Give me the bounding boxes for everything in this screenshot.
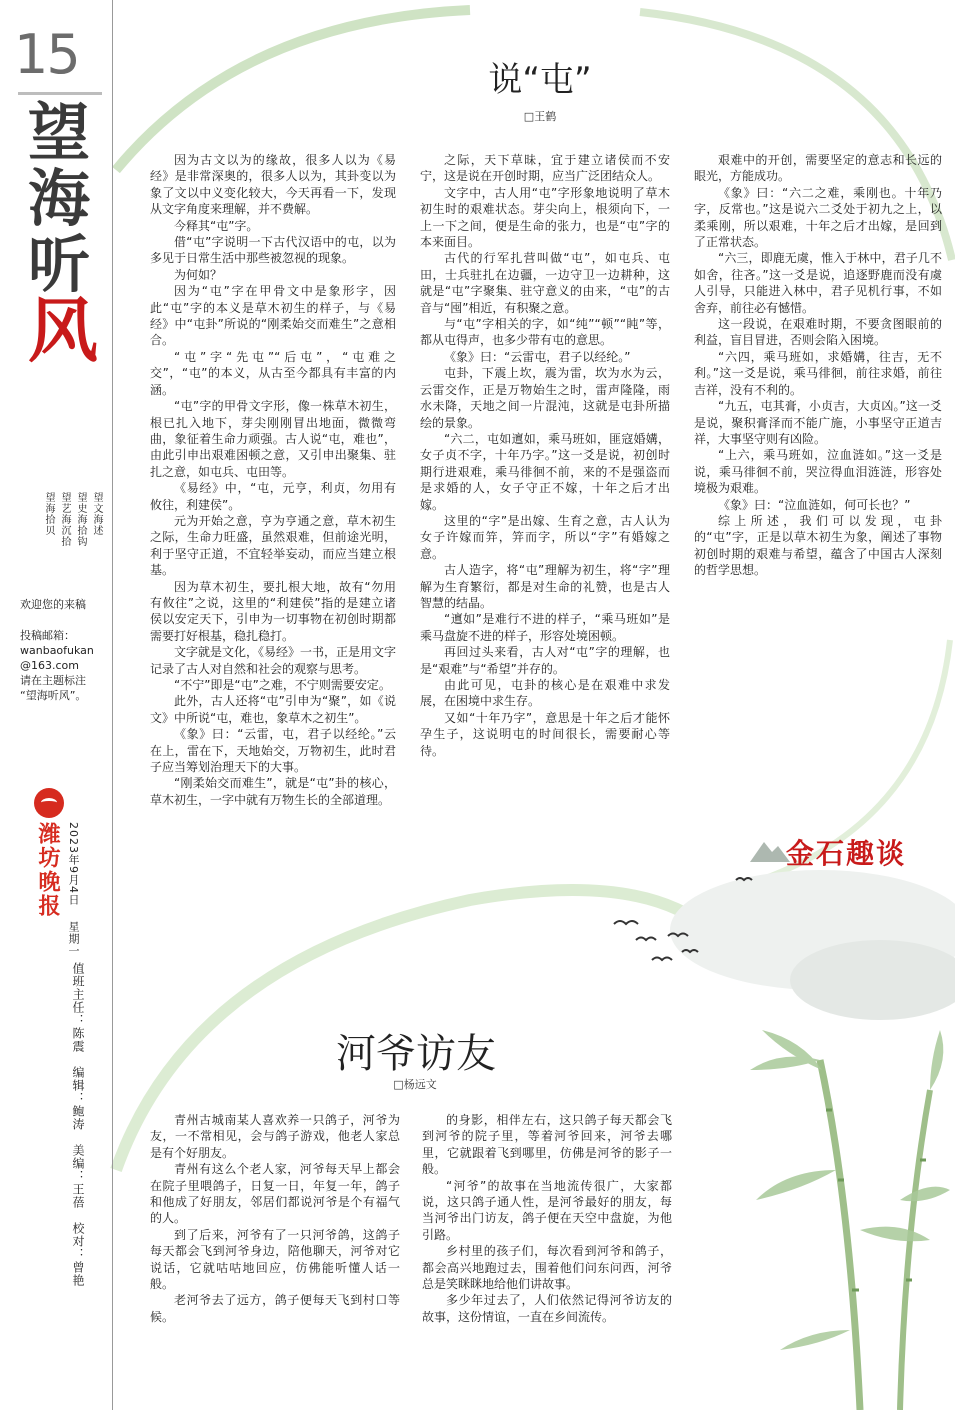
paragraph: 艰难中的开创，需要坚定的意志和长远的眼光，方能成功。: [694, 153, 942, 184]
section-label: 金石趣谈: [786, 837, 907, 870]
paragraph: 因为古文以为的缘故，很多人以为《易经》是非常深奥的，很多人以为，其卦变以为象了文以中义变化较大，今天再看一下，发现从文字角度来理解，并不费解。: [150, 153, 396, 217]
newspaper-name: 潍坊晚报: [35, 822, 60, 918]
sidebar-divider: [112, 0, 113, 1410]
paragraph: 老河爷去了远方，鸽子便每天飞到村口等候。: [150, 1293, 400, 1324]
paragraph: “六四，乘马班如，求婚媾，往吉，无不利。”这一爻是说，乘马徘徊，前往求婚，前往吉祥，没有不利的。: [694, 349, 942, 397]
contact-note: 请在主题标注: [20, 674, 86, 687]
paragraph: 为何如？: [174, 267, 223, 282]
paragraph: 文字就是文化，《易经》一书，正是用文字记录了古人对自然和社会的观察与思考。: [150, 645, 396, 676]
paragraph: 青州有这么个老人家，河爷每天早上都会在院子里喂鸽子，日复一日，年复一年，鸽子和他成了好朋友，邻居们都说河爷是个有福气的人。: [150, 1162, 400, 1226]
article-2-author: □杨远文: [393, 1078, 437, 1091]
paragraph: 《象》曰：“云雷屯，君子以经纶。”: [444, 349, 631, 364]
subcolumn-list: [36, 492, 108, 592]
paragraph: 此外，古人还将“屯”引申为“聚”，如《说文》中所说“屯，难也，象草木之初生”。: [150, 694, 396, 725]
paragraph: 元为开始之意，亨为亨通之意，草木初生之际，生命力旺盛，虽然艰难，但前途光明，利于坚守正道，不宜轻举妄动，而应当建立根基。: [150, 513, 396, 578]
paragraph: 由此可见，屯卦的核心是在艰难中求发展，在困境中求生存。: [420, 678, 670, 709]
article-1-column-3: [694, 152, 942, 842]
article-2-column-2: [422, 1112, 672, 1366]
bamboo-illustration: [820, 1060, 930, 1410]
subcolumn-name: 望史海拾钩: [75, 492, 86, 547]
ink-mist: [670, 870, 955, 990]
paragraph: “河爷”的故事在当地流传很广，大家都说，这只鸽子通人性，是河爷最好的朋友，每当河爷出门访友，鸽子便在天空中盘旋，为他引路。: [422, 1178, 672, 1242]
paragraph: “上六，乘马班如，泣血涟如。”这一爻是说，乘马徘徊不前，哭泣得血泪涟涟，形容处境极为艰难。: [694, 448, 942, 496]
paragraph: 又如“十年乃字”，意思是十年之后才能怀孕生子，这说明屯的时间很长，需要耐心等待。: [420, 710, 670, 758]
issue-date: 2023年9月4日: [67, 822, 80, 906]
paragraph: 因为草木初生，要扎根大地，故有“勿用有攸往”之说，这里的“利建侯”指的是建立诸侯以安定天下，引申为一切事物在初创时期都需要打好根基，稳扎稳打。: [150, 579, 396, 643]
paragraph: “不宁”即是“屯”之难，不宁则需要安定。: [174, 678, 391, 692]
ink-mist-2: [790, 940, 955, 1020]
paragraph: 这里的“字”是出嫁、生育之意，古人认为女子许嫁而笄，笄而字，所以“字”有婚嫁之意。: [420, 513, 670, 561]
article-1-title: 说“屯”: [488, 60, 592, 100]
green-arc-top: [116, 10, 470, 170]
paragraph: “九五，屯其膏，小贞吉，大贞凶。”这一爻是说，聚积膏泽而不能广施，小事坚守正道吉祥，大事坚守则有凶险。: [694, 399, 942, 446]
column-title: [28, 96, 108, 372]
contact-label: 投稿邮箱：: [20, 629, 75, 642]
paragraph: 青州古城南某人喜欢养一只鸽子，河爷为友，一不常相见，会与鸽子游戏，他老人家总是有个好朋友。: [150, 1113, 400, 1160]
subcolumn-name: 望艺海沉拾: [59, 492, 70, 547]
column-title-char: 听: [28, 228, 91, 301]
paragraph: 屯卦，下震上坎，震为雷，坎为水为云，云雷交作，正是万物始生之时，雷声隆隆，雨水未降，天地之间一片混沌，这就是屯卦所描绘的景象。: [420, 366, 670, 430]
welcome-text: 欢迎您的来稿: [20, 598, 86, 611]
paragraph: “六二，屯如邅如，乘马班如，匪寇婚媾，女子贞不字，十年乃字。”这一爻是说，初创时期行进艰难，乘马徘徊不前，来的不是强盗而是求婚的人，女子守正不嫁，十年之后才出嫁。: [420, 431, 670, 512]
column-title-char: 海: [28, 162, 91, 235]
paragraph: 之际，天下草昧，宜于建立诸侯而不安宁，这是说在开创时期，应当广泛团结众人。: [420, 153, 670, 184]
paragraph: “六三，即鹿无虞，惟入于林中，君子几不如舍，往吝。”这一爻是说，追逐野鹿而没有虞人引导，只能进入林中，君子见机行事，不如舍弃，前往必有憾惜。: [694, 251, 942, 315]
issue-weekday: 星期一: [67, 920, 80, 957]
contact-email[interactable]: @163.com: [20, 659, 79, 672]
paragraph: 《象》曰：“泣血涟如，何可长也？”: [718, 497, 911, 512]
paragraph: 古人造字，将“屯”理解为初生，将“字”理解为生育繁衍，都是对生命的礼赞，也是古人智慧的结晶。: [420, 563, 670, 610]
subcolumn-name: 望文海述: [91, 492, 102, 536]
paragraph: “屯”字的甲骨文字形，像一株草木初生，根已扎入地下，芽尖刚刚冒出地面，微微弯曲，象征着生命力顽强。古人说“屯，难也”，由此引申出艰难困顿之意，又引申出聚集、驻扎之意，如屯兵、屯田等。: [150, 399, 396, 479]
column-title-char: 风: [28, 289, 98, 372]
subcolumn-name: 望海拾贝: [43, 492, 54, 536]
bamboo-leaves: [750, 1030, 950, 1350]
article-2-column-1: [150, 1112, 400, 1366]
paragraph: 古代的行军扎营叫做“屯”，如屯兵、屯田，士兵驻扎在边疆，一边守卫一边耕种，这就是“屯”字聚集、驻守意义的由来，“屯”的古音与“囤”相近，有积聚之意。: [420, 251, 670, 315]
paragraph: 《易经》中，“屯，元亨，利贞，勿用有攸往，利建侯”。: [150, 481, 396, 512]
article-1-column-2: [420, 152, 670, 892]
article-2-title: 河爷访友: [336, 1031, 496, 1077]
paragraph: 因为“屯”字在甲骨文中是象形字，因此“屯”字的本义是草木初生的样子，与《易经》中“屯卦”所说的“刚柔始交而难生”之意相合。: [150, 284, 396, 348]
column-title-char: 望: [28, 96, 91, 169]
contact-note: “望海听风”。: [20, 689, 87, 702]
article-1-column-1: [150, 152, 396, 872]
paragraph: 多少年过去了，人们依然记得河爷访友的故事，这份情谊，一直在乡间流传。: [422, 1293, 672, 1324]
paragraph: 综上所述，我们可以发现，屯卦的“屯”字，正是以草木初生为象，阐述了事物初创时期的艰难与希望，蕴含了中国古人深刻的哲学思想。: [694, 513, 942, 578]
newspaper-logo-icon: [34, 788, 64, 818]
paragraph: 再回过头来看，古人对“屯”字的理解，也是“艰难”与“希望”并存的。: [420, 645, 670, 676]
sidebar: [0, 0, 112, 1410]
paragraph: 《象》曰：“云雷，屯，君子以经纶。”云在上，雷在下，天地始交，万物初生，此时君子应当筹划治理天下的大事。: [150, 727, 396, 775]
paragraph: 这一段说，在艰难时期，不要贪图眼前的利益，盲目冒进，否则会陷入困境。: [694, 317, 942, 348]
paragraph: 的身影，相伴左右，这只鸽子每天都会飞到河爷的院子里，等着河爷回来，河爷去哪里，它就跟着飞到哪里，仿佛是河爷的影子一般。: [422, 1113, 672, 1177]
paragraph: 文字中，古人用“屯”字形象地说明了草木初生时的艰难状态。芽尖向上，根须向下，一上一下之间，便是生命的张力，也是“屯”字的本来面目。: [420, 185, 670, 250]
paragraph: 今释其“屯”字。: [174, 218, 259, 233]
paragraph: “屯”字“先屯”“后屯”，“屯难之交”，“屯”的本义，从古至今都具有丰富的内涵。: [150, 349, 396, 397]
issue-meta: [66, 822, 80, 967]
paragraph: 与“屯”字相关的字，如“纯”“顿”“盹”等，都从屯得声，也多少带有屯的意思。: [420, 317, 670, 348]
paragraph: “邅如”是难行不进的样子，“乘马班如”是乘马盘旋不进的样子，形容处境困顿。: [420, 612, 670, 643]
paragraph: 《象》曰：“六二之难，乘刚也。十年乃字，反常也。”这是说六二爻处于初九之上，以柔乘刚，所以艰难，十年之后才出嫁，是回到了正常状态。: [694, 185, 942, 250]
page-number-rule: [18, 92, 102, 95]
contact-info: [20, 628, 108, 703]
editorial-credits: 值班主任：陈震 编辑：鲍涛 美编：王蓓 校对：曾艳: [71, 962, 85, 1287]
paragraph: “刚柔始交而难生”，就是“屯”卦的核心，草木初生，一字中就有万物生长的全部道理。: [150, 776, 396, 807]
paragraph: 借“屯”字说明一下古代汉语中的屯，以为多见于日常生活中那些被忽视的现象。: [150, 235, 396, 266]
paragraph: 乡村里的孩子们，每次看到河爷和鸽子，都会高兴地跑过去，围着他们问东问西，河爷总是笑眯眯地给他们讲故事。: [422, 1244, 672, 1292]
mountain-icon: [750, 836, 790, 862]
page-number: 15: [14, 23, 79, 86]
article-1-author: □王鹤: [523, 110, 557, 123]
contact-email[interactable]: wanbaofukan: [20, 644, 94, 657]
paragraph: 到了后来，河爷有了一只河爷鸽，这鸽子每天都会飞到河爷身边，陪他聊天，河爷对它说话，它就咕咕地回应，仿佛能听懂人话一般。: [150, 1227, 400, 1292]
